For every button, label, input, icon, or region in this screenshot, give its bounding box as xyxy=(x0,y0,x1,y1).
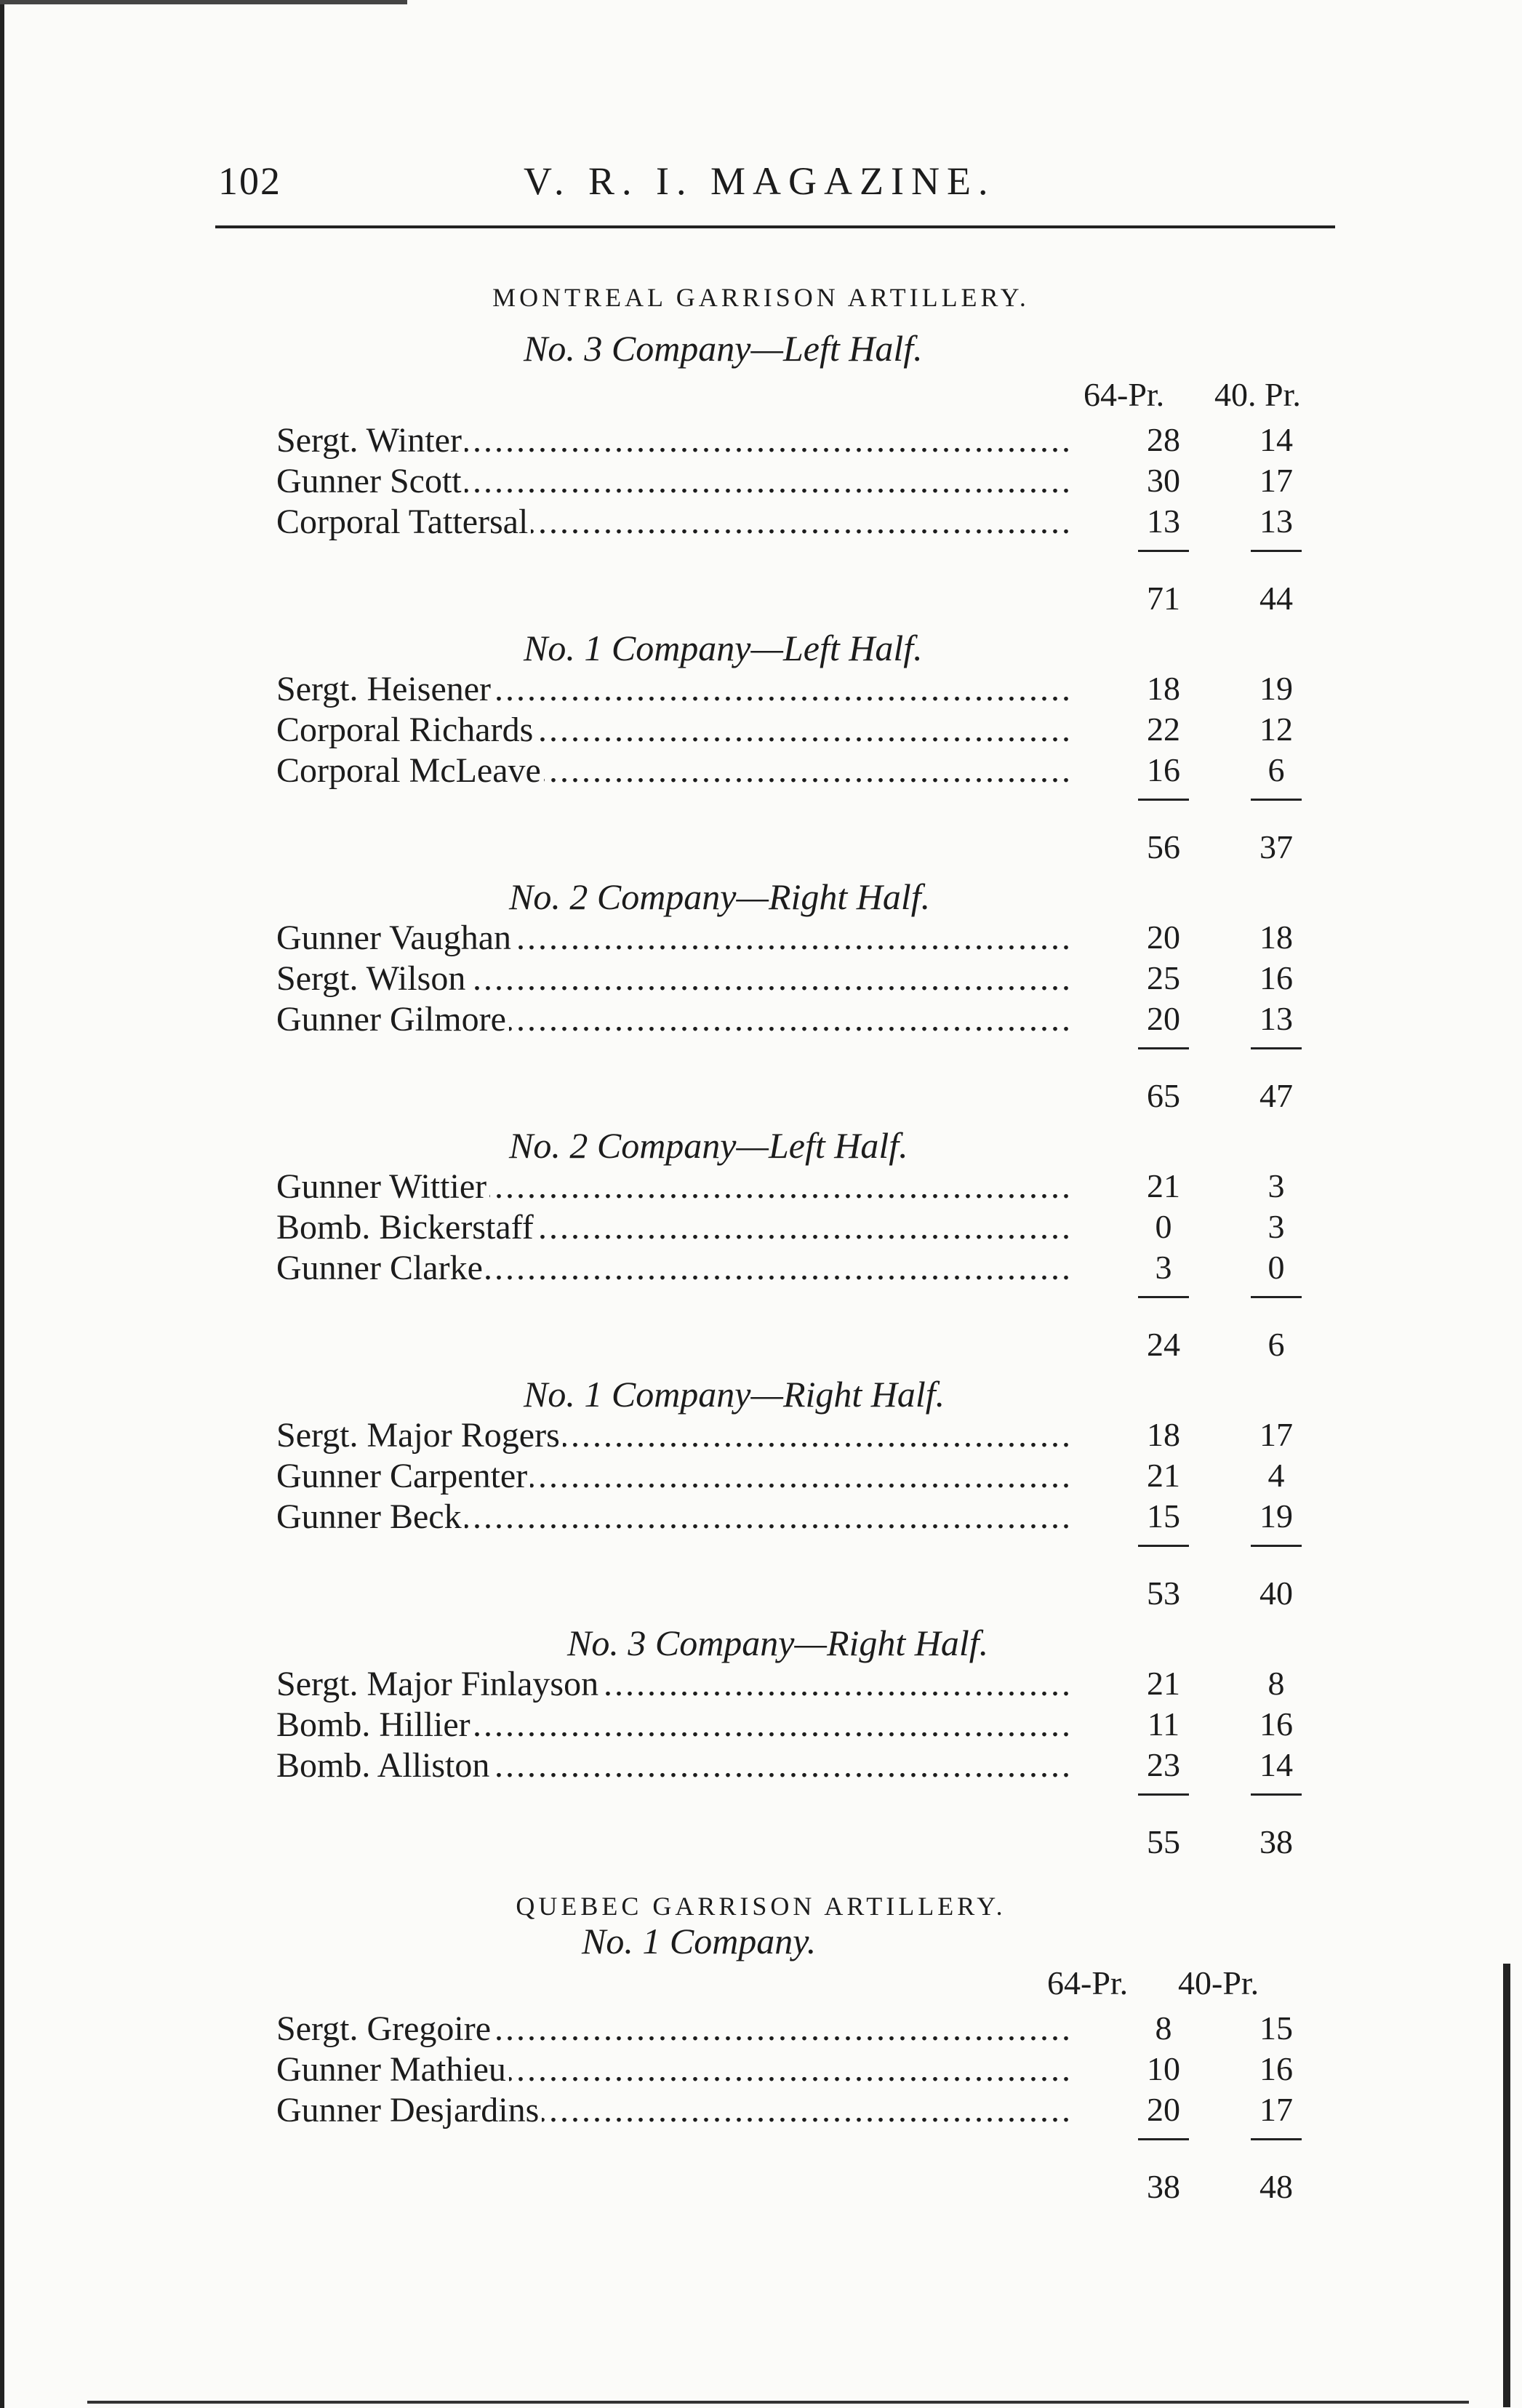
sum-rule-40pr xyxy=(1251,1047,1302,1049)
score-40pr: 3 xyxy=(1267,1208,1285,1245)
score-64pr: 15 xyxy=(1147,1497,1180,1535)
table-row xyxy=(276,2049,1069,2090)
total-40pr: 6 xyxy=(1267,1326,1285,1363)
total-64pr: 56 xyxy=(1147,828,1180,865)
member-name: Sergt. Wilson xyxy=(276,959,468,998)
member-name: Corporal McLeave xyxy=(276,751,544,790)
company-heading: No. 1 Company—Left Half. xyxy=(524,628,923,668)
score-64pr: 8 xyxy=(1155,2009,1172,2047)
total-40pr: 47 xyxy=(1259,1077,1293,1114)
score-64pr: 20 xyxy=(1147,919,1180,956)
table-row xyxy=(276,710,1069,751)
score-64pr: 18 xyxy=(1147,670,1180,707)
member-name: Gunner Scott xyxy=(276,462,465,500)
table-row xyxy=(276,669,1069,710)
total-64pr: 53 xyxy=(1147,1575,1180,1612)
member-name: Gunner Vaughan xyxy=(276,919,514,957)
member-name: Sergt. Heisener xyxy=(276,670,494,708)
member-name: Bomb. Hillier xyxy=(276,1705,473,1744)
company-heading: No. 3 Company—Right Half. xyxy=(567,1623,989,1663)
score-40pr: 16 xyxy=(1259,1705,1293,1743)
table-row xyxy=(276,461,1069,502)
total-40pr: 38 xyxy=(1259,1823,1293,1860)
score-64pr: 28 xyxy=(1147,421,1180,458)
score-40pr: 4 xyxy=(1267,1457,1285,1494)
montreal-garrison-heading: MONTREAL GARRISON ARTILLERY. xyxy=(492,283,1030,312)
total-64pr: 38 xyxy=(1147,2168,1180,2205)
table-row xyxy=(276,1497,1069,1537)
member-name: Gunner Beck xyxy=(276,1497,465,1536)
score-64pr: 20 xyxy=(1147,2091,1180,2128)
company-heading: No. 2 Company—Right Half. xyxy=(509,876,931,917)
sum-rule-64pr xyxy=(1138,1793,1189,1796)
sum-rule-40pr xyxy=(1251,1545,1302,1547)
score-40pr: 6 xyxy=(1267,751,1285,788)
score-40pr: 16 xyxy=(1259,2050,1293,2087)
score-40pr: 17 xyxy=(1259,2091,1293,2128)
company-heading: No. 2 Company—Left Half. xyxy=(509,1125,908,1166)
score-40pr: 14 xyxy=(1259,421,1293,458)
score-40pr: 17 xyxy=(1259,1416,1293,1453)
score-40pr: 15 xyxy=(1259,2009,1293,2047)
total-64pr: 55 xyxy=(1147,1823,1180,1860)
sum-rule-64pr xyxy=(1138,1545,1189,1547)
member-name: Corporal Richards xyxy=(276,711,536,749)
score-64pr: 21 xyxy=(1147,1665,1180,1702)
score-64pr: 30 xyxy=(1147,462,1180,499)
scan-right-edge xyxy=(1503,1964,1510,2407)
score-40pr: 8 xyxy=(1267,1665,1285,1702)
header-rule xyxy=(215,225,1335,228)
column-header-40pr: 40-Pr. xyxy=(1178,1964,1259,2001)
total-64pr: 71 xyxy=(1147,580,1180,617)
sum-rule-64pr xyxy=(1138,1296,1189,1298)
sum-rule-40pr xyxy=(1251,1296,1302,1298)
score-64pr: 11 xyxy=(1147,1705,1180,1743)
table-row xyxy=(276,1705,1069,1745)
table-row xyxy=(276,2090,1069,2131)
member-name: Gunner Wittier xyxy=(276,1167,489,1206)
total-40pr: 40 xyxy=(1259,1575,1293,1612)
company-heading: No. 3 Company—Left Half. xyxy=(524,328,923,369)
score-64pr: 3 xyxy=(1155,1249,1172,1286)
score-64pr: 22 xyxy=(1147,711,1180,748)
table-row xyxy=(276,502,1069,543)
page-header xyxy=(218,159,1331,209)
table-row xyxy=(276,420,1069,461)
score-64pr: 10 xyxy=(1147,2050,1180,2087)
table-row xyxy=(276,918,1069,959)
scan-top-edge xyxy=(0,0,407,4)
sum-rule-40pr xyxy=(1251,799,1302,801)
score-40pr: 3 xyxy=(1267,1167,1285,1204)
table-row xyxy=(276,1248,1069,1289)
member-name: Sergt. Winter xyxy=(276,421,465,460)
running-title: V. R. I. MAGAZINE. xyxy=(524,159,996,203)
total-64pr: 24 xyxy=(1147,1326,1180,1363)
table-row xyxy=(276,959,1069,999)
score-40pr: 0 xyxy=(1267,1249,1285,1286)
table-row xyxy=(276,1415,1069,1456)
scan-bottom-edge xyxy=(87,2401,1469,2404)
total-64pr: 65 xyxy=(1147,1077,1180,1114)
score-40pr: 16 xyxy=(1259,959,1293,996)
score-40pr: 14 xyxy=(1259,1746,1293,1783)
table-row xyxy=(276,999,1069,1040)
member-name: Sergt. Major Rogers xyxy=(276,1416,563,1455)
table-row xyxy=(276,1664,1069,1705)
sum-rule-64pr xyxy=(1138,2138,1189,2140)
table-row xyxy=(276,1207,1069,1248)
company-heading: No. 1 Company—Right Half. xyxy=(524,1374,945,1415)
column-header-64pr: 64-Pr. xyxy=(1084,376,1165,413)
page-number: 102 xyxy=(218,159,281,203)
score-40pr: 13 xyxy=(1259,503,1293,540)
table-row xyxy=(276,2009,1069,2049)
sum-rule-40pr xyxy=(1251,2138,1302,2140)
sum-rule-40pr xyxy=(1251,550,1302,552)
total-40pr: 44 xyxy=(1259,580,1293,617)
score-40pr: 18 xyxy=(1259,919,1293,956)
scan-left-edge xyxy=(0,0,22,2408)
score-64pr: 20 xyxy=(1147,1000,1180,1037)
score-64pr: 18 xyxy=(1147,1416,1180,1453)
column-header-64pr: 64-Pr. xyxy=(1047,1964,1129,2001)
member-name: Gunner Mathieu xyxy=(276,2050,509,2089)
sum-rule-64pr xyxy=(1138,550,1189,552)
score-64pr: 23 xyxy=(1147,1746,1180,1783)
member-name: Gunner Desjardins xyxy=(276,2091,542,2129)
quebec-garrison-heading: QUEBEC GARRISON ARTILLERY. xyxy=(516,1892,1006,1921)
sum-rule-40pr xyxy=(1251,1793,1302,1796)
table-row xyxy=(276,1167,1069,1207)
score-40pr: 12 xyxy=(1259,711,1293,748)
score-64pr: 21 xyxy=(1147,1167,1180,1204)
score-64pr: 25 xyxy=(1147,959,1180,996)
member-name: Bomb. Bickerstaff xyxy=(276,1208,537,1247)
member-name: Bomb. Alliston xyxy=(276,1746,492,1785)
sum-rule-64pr xyxy=(1138,1047,1189,1049)
score-64pr: 13 xyxy=(1147,503,1180,540)
member-name: Gunner Clarke xyxy=(276,1249,486,1287)
total-40pr: 48 xyxy=(1259,2168,1293,2205)
company-heading: No. 1 Company. xyxy=(582,1921,817,1961)
member-name: Gunner Gilmore xyxy=(276,1000,509,1039)
table-row xyxy=(276,1745,1069,1786)
table-row xyxy=(276,1456,1069,1497)
member-name: Sergt. Gregoire xyxy=(276,2009,494,2048)
score-64pr: 21 xyxy=(1147,1457,1180,1494)
total-40pr: 37 xyxy=(1259,828,1293,865)
member-name: Sergt. Major Finlayson xyxy=(276,1665,601,1703)
score-40pr: 19 xyxy=(1259,670,1293,707)
score-40pr: 13 xyxy=(1259,1000,1293,1037)
table-row xyxy=(276,751,1069,791)
score-64pr: 16 xyxy=(1147,751,1180,788)
column-header-40pr: 40. Pr. xyxy=(1214,376,1301,413)
score-40pr: 17 xyxy=(1259,462,1293,499)
member-name: Gunner Carpenter xyxy=(276,1457,530,1495)
member-name: Corporal Tattersal xyxy=(276,503,531,541)
score-64pr: 0 xyxy=(1155,1208,1172,1245)
score-40pr: 19 xyxy=(1259,1497,1293,1535)
sum-rule-64pr xyxy=(1138,799,1189,801)
